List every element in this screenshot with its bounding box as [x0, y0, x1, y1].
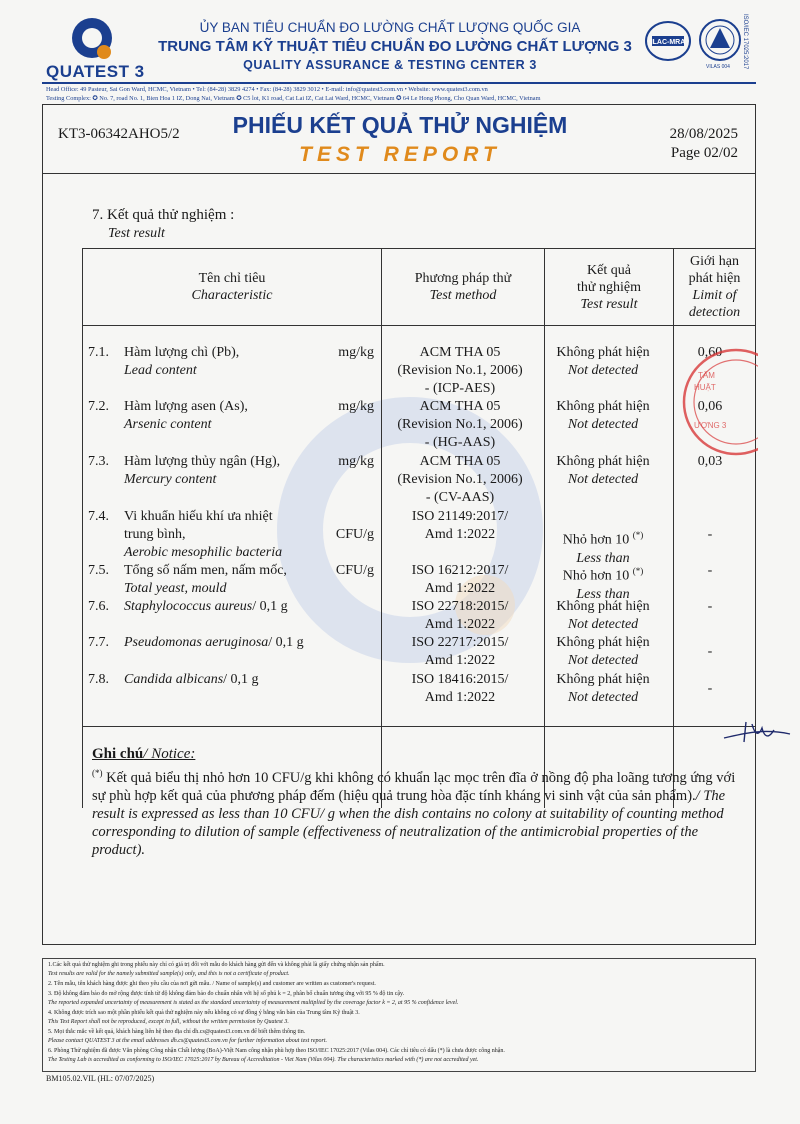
footer-line: 3. Độ không đảm bảo đo mở rộng được tính từ độ không đảm bảo đo chuẩn nhân với hệ số phủ k = 2, phân bố chuẩn tương ứng với 95 % độ tin cậy. — [48, 991, 405, 997]
row-result: Không phát hiện Not detected — [556, 672, 650, 705]
row-number: 7.2. — [88, 399, 109, 414]
row-method: ACM THA 05 (Revision No.1, 2006) - (CV-AAS) — [397, 454, 523, 505]
header-lod — [674, 249, 756, 326]
header-lod-vn1: Giới hạn — [689, 254, 739, 269]
org-line-3: QUALITY ASSURANCE & TESTING CENTER 3 — [243, 58, 537, 72]
footer-line: 2. Tên mẫu, tên khách hàng được ghi theo yêu cầu của nơi gửi mẫu. / Name of sample(s) and customer are written as customer's request. — [48, 981, 376, 987]
row-characteristic: Staphylococcus aureus/ 0,1 g — [124, 599, 288, 614]
header-characteristic-vn: Tên chỉ tiêu — [198, 271, 266, 286]
notice-heading: Ghi chú/ Notice: — [92, 746, 196, 762]
row-unit: mg/kg — [338, 399, 374, 414]
row-result: Không phát hiện Not detected — [556, 345, 650, 378]
row-lod: - — [707, 563, 713, 578]
header-lod-vn2: phát hiện — [688, 271, 741, 286]
vilas-label: VILAS 004 — [706, 64, 730, 70]
row-characteristic: Hàm lượng chì (Pb), Lead content — [124, 345, 240, 378]
section-title-en: Test result — [108, 226, 165, 241]
svg-text:TÂM: TÂM — [698, 371, 715, 380]
row-characteristic: Hàm lượng thủy ngân (Hg), Mercury content — [124, 454, 281, 487]
svg-text:HUẬT: HUẬT — [694, 383, 716, 392]
row-number: 7.8. — [88, 672, 109, 687]
org-line-2: TRUNG TÂM KỸ THUẬT TIÊU CHUẨN ĐO LƯỜNG CHẤT LƯỢNG 3 — [158, 38, 632, 55]
footer-line: 6. Phòng Thử nghiệm đã được Văn phòng Công nhận Chất lượng (BoA)-Việt Nam công nhận phù hợp theo ISO/IEC 17025:2017 (Vilas 004). Các chỉ tiêu có dấu (*) là chưa được công nhận. — [48, 1048, 505, 1054]
header-method — [382, 249, 545, 326]
boa-accreditation-logo-icon — [698, 18, 742, 62]
row-result: Không phát hiện Not detected — [556, 599, 650, 632]
header-divider — [42, 82, 756, 84]
row-number: 7.5. — [88, 563, 109, 578]
header-characteristic — [83, 249, 382, 326]
footer-line: 4. Không được trích sao một phần phiếu kết quả thử nghiệm này nếu không có sự đồng ý bằng văn bản của Trung tâm Kỹ thuật 3. — [48, 1010, 360, 1016]
form-code: BM105.02.VIL (HL: 07/07/2025) — [46, 1074, 155, 1083]
row-result: Không phát hiện Not detected — [556, 635, 650, 668]
report-date: 28/08/2025 — [669, 126, 738, 142]
footer-divider — [42, 944, 756, 945]
signature-icon — [722, 716, 792, 746]
row-lod: - — [707, 644, 713, 659]
row-unit: CFU/g — [335, 563, 374, 578]
footer-line: The reported expanded uncertainty of measurement is stated as the standard uncertainty of measurement multiplied by the coverage factor k = 2, at 95 % confidence level. — [48, 1000, 459, 1006]
header-lod-en2: detection — [688, 305, 741, 320]
testing-address: Testing Complex: ✪ No. 7, road No. 1, Bien Hoa 1 IZ, Dong Nai, Vietnam ✪ C5 lot, K1 road, Cat Lai IZ, Cat Lai Ward, HCMC, Vietnam ✪ 64 Le Hong Phong, Cho Quan Ward, HCMC, Vietnam — [46, 95, 541, 102]
row-method: ISO 22717:2015/ Amd 1:2022 — [411, 635, 509, 668]
header-result — [545, 249, 674, 326]
row-method: ISO 21149:2017/ Amd 1:2022 — [411, 509, 509, 542]
org-line-1: ỦY BAN TIÊU CHUẨN ĐO LƯỜNG CHẤT LƯỢNG QUỐC GIA — [199, 20, 581, 35]
row-characteristic: Tổng số nấm men, nấm mốc, Total yeast, mould — [124, 563, 287, 596]
svg-text:ILAC-MRA: ILAC-MRA — [650, 39, 686, 46]
row-characteristic: Pseudomonas aeruginosa/ 0,1 g — [124, 635, 304, 650]
footer-line: Please contact QUATEST 3 at the email addresses dh.cs@quatest3.com.vn for further information about test report. — [48, 1038, 328, 1044]
report-code: KT3-06342AHO5/2 — [58, 126, 180, 142]
row-unit: CFU/g — [335, 527, 374, 542]
footer-line: 1.Các kết quả thử nghiệm ghi trong phiếu này chỉ có giá trị đối với mẫu do khách hàng gửi đến và không phải là giấy chứng nhận sản phẩm. — [48, 962, 385, 968]
iso-vertical-label: ISO/IEC 17025:2017 — [742, 14, 748, 70]
ilac-mra-logo-icon — [644, 20, 692, 62]
row-lod: 0,03 — [697, 454, 723, 469]
logo-text: QUATEST 3 — [46, 62, 145, 81]
row-characteristic: Hàm lượng asen (As), Arsenic content — [124, 399, 248, 432]
report-title-en: TEST REPORT — [299, 143, 501, 166]
row-characteristic: Candida albicans/ 0,1 g — [124, 672, 259, 687]
row-lod: 0,06 — [697, 399, 723, 414]
row-result: Nhỏ hơn 10 (*) Less than — [562, 566, 644, 602]
row-number: 7.4. — [88, 509, 109, 524]
red-seal-stamp-icon — [680, 338, 758, 468]
report-title-vn: PHIẾU KẾT QUẢ THỬ NGHIỆM — [232, 112, 568, 138]
row-number: 7.7. — [88, 635, 109, 650]
page-number: Page 02/02 — [670, 145, 738, 161]
quatest-logo-icon — [66, 14, 118, 66]
row-lod: - — [707, 527, 713, 542]
row-method: ISO 22718:2015/ Amd 1:2022 — [411, 599, 509, 632]
notice-text: (*) Kết quả biểu thị nhỏ hơn 10 CFU/g khi không có khuẩn lạc mọc trên đĩa ở nồng độ pha loãng tương ứng với sự phù hợp kết quả của phương pháp đếm (hiệu quả trung hòa đặc tính kháng vi sinh vật của sản phẩm)./ The result is expressed as less than 10 CFU/ g when the dish contains no colony at suitability of counting method corresponding to dilution of sample (effectiveness of neutralization of the antimicrobial properties of the product). — [92, 768, 736, 858]
row-lod: - — [707, 681, 713, 696]
footer-line: 5. Mọi thắc mắc về kết quả, khách hàng liên hệ theo địa chỉ dh.cs@quatest3.com.vn để biết thêm thông tin. — [48, 1029, 306, 1035]
row-method: ISO 18416:2015/ Amd 1:2022 — [411, 672, 509, 705]
header-result-vn1: Kết quả — [587, 262, 631, 278]
footer-line: Test results are valid for the namely submitted sample(s) only, and this is not a certificate of product. — [48, 971, 290, 977]
header-lod-en1: Limit of — [692, 288, 737, 303]
table-header-row — [83, 249, 756, 326]
row-lod: 0,60 — [697, 345, 723, 360]
header-result-vn2: thử nghiệm — [577, 279, 641, 295]
row-number: 7.1. — [88, 345, 109, 360]
section-title-vn: 7. Kết quả thử nghiệm : — [92, 207, 235, 223]
header-method-vn: Phương pháp thử — [414, 271, 512, 286]
table-bottom-line — [82, 726, 756, 727]
footer-line: This Test Report shall not be reproduced, except in full, without the written permission by Quatest 3. — [48, 1019, 289, 1025]
svg-text:ƯỢNG 3: ƯỢNG 3 — [694, 421, 727, 430]
header-result-en: Test result — [580, 296, 638, 312]
office-address: Head Office: 49 Pasteur, Sai Gon Ward, HCMC, Vietnam • Tel: (84-28) 3829 4274 • Fax: (84-28) 3829 3012 • E-mail: info@quatest3.com.vn • Website: www.quatest3.com.vn — [46, 86, 488, 93]
row-unit: mg/kg — [338, 454, 374, 469]
row-method: ACM THA 05 (Revision No.1, 2006) - (ICP-AES) — [397, 345, 523, 396]
row-lod: - — [707, 599, 713, 614]
row-result: Không phát hiện Not detected — [556, 454, 650, 487]
row-unit: mg/kg — [338, 345, 374, 360]
row-characteristic: Vi khuẩn hiếu khí ưa nhiệt trung bình, Aerobic mesophilic bacteria — [124, 509, 283, 560]
row-method: ACM THA 05 (Revision No.1, 2006) - (HG-AAS) — [397, 399, 523, 450]
row-number: 7.6. — [88, 599, 109, 614]
footer-line: The Testing Lab is accredited as conforming to ISO/IEC 17025:2017 by Bureau of Accreditation - Viet Nam (Vilas 004). The characteristics marked with (*) are not accredited yet. — [48, 1057, 479, 1063]
header-method-en: Test method — [429, 288, 497, 303]
row-number: 7.3. — [88, 454, 109, 469]
row-result: Nhỏ hơn 10 (*) Less than — [562, 530, 644, 566]
row-method: ISO 16212:2017/ Amd 1:2022 — [411, 563, 509, 596]
header-characteristic-en: Characteristic — [191, 288, 273, 303]
row-result: Không phát hiện Not detected — [556, 399, 650, 432]
